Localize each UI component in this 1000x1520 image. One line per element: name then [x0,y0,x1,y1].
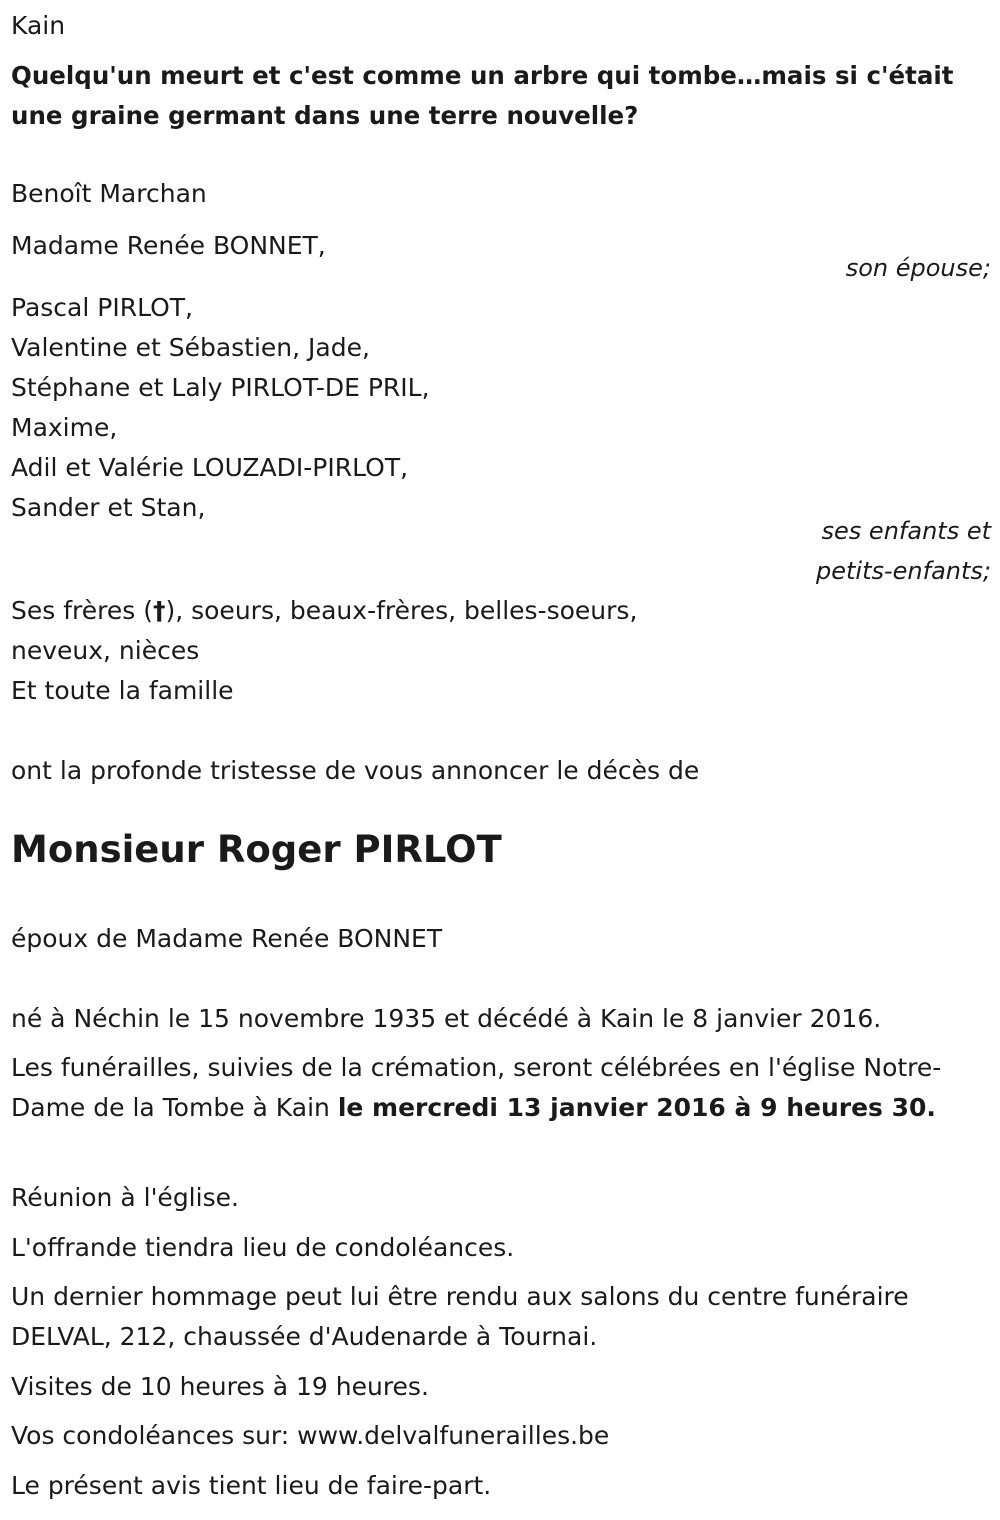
children-role-1: ses enfants et [821,517,991,545]
funeral-text: Les funérailles, suivies de la crémation, seront célébrées en l'église Notre-Dame de la Tombe à Kain [11,1053,942,1122]
family-member-first: Benoît Marchan [11,179,207,208]
child-entry: Sander et Stan, [11,493,206,522]
siblings-line [11,591,637,631]
child-entry: Adil et Valérie LOUZADI-PIRLOT, [11,453,409,482]
born-died-line: né à Néchin le 15 novembre 1935 et décédé à Kain le 8 janvier 2016. [11,1004,882,1033]
funeral-date: le mercredi 13 janvier 2016 à 9 heures 30. [337,1093,936,1122]
funeral-paragraph [11,1048,986,1128]
child-entry: Maxime, [11,413,118,442]
spouse-of-line: époux de Madame Renée BONNET [11,924,443,953]
spouse-role: son épouse; [845,254,991,282]
siblings-suffix: ), soeurs, beaux-frères, belles-soeurs, [165,596,638,625]
detail-meeting: Réunion à l'église. [11,1183,239,1212]
nephews-line: neveux, nièces [11,636,200,665]
cross-icon: † [152,596,166,625]
child-entry: Valentine et Sébastien, Jade, [11,333,370,362]
children-role-2: petits-enfants; [816,557,991,585]
deceased-name: Monsieur Roger PIRLOT [11,828,502,871]
family-all-line: Et toute la famille [11,676,234,705]
quote: Quelqu'un meurt et c'est comme un arbre qui tombe…mais si c'était une graine germant dans une terre nouvelle? [11,61,954,130]
announcement: ont la profonde tristesse de vous annoncer le décès de [11,756,700,785]
child-entry: Stéphane et Laly PIRLOT-DE PRIL, [11,373,430,402]
detail-visits: Visites de 10 heures à 19 heures. [11,1372,429,1401]
detail-condolences: Vos condoléances sur: www.delvalfunerailles.be [11,1421,610,1450]
spouse-name: Madame Renée BONNET, [11,231,326,260]
siblings-prefix: Ses frères ( [11,596,153,625]
child-entry: Pascal PIRLOT, [11,293,194,322]
detail-offering: L'offrande tiendra lieu de condoléances. [11,1233,515,1262]
detail-notice: Le présent avis tient lieu de faire-part. [11,1471,492,1500]
detail-tribute: Un dernier hommage peut lui être rendu aux salons du centre funéraire DELVAL, 212, chaussée d'Audenarde à Tournai. [11,1282,909,1351]
location: Kain [11,11,66,40]
children-list [11,288,430,528]
